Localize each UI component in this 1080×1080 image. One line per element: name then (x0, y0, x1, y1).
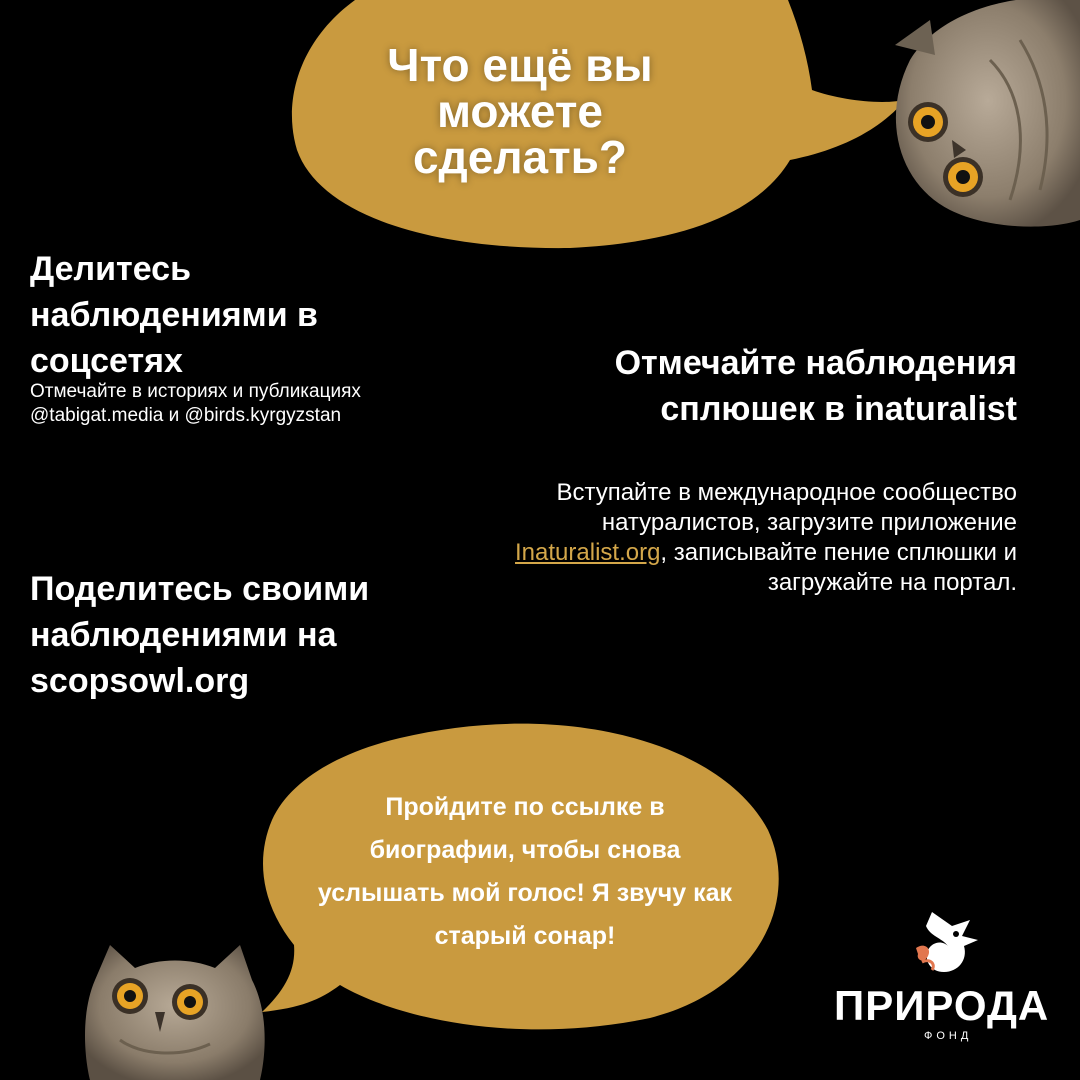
inaturalist-desc-part: , записывайте пение сплюшки и загружайте на портал. (660, 539, 1017, 596)
inaturalist-heading: Отмечайте наблюдения сплюшек в inaturalist (614, 344, 1017, 428)
logo-wordmark: ПРИРОДА (834, 982, 1050, 1029)
inaturalist-description (497, 478, 1017, 598)
owl-eye (908, 102, 948, 142)
bird-logo-icon (912, 902, 988, 978)
logo-subtitle: ФОНД (924, 1030, 973, 1042)
inaturalist-link[interactable]: Inaturalist.org (515, 539, 661, 566)
share-social-heading: Делитесь наблюдениями в соцсетях (30, 250, 318, 380)
inaturalist-desc-part: Вступайте в международное сообщество натуралистов, загрузите приложение (556, 479, 1017, 536)
share-social-description (30, 380, 510, 428)
share-social-desc-line: @tabigat.media и @birds.kyrgyzstan (30, 405, 342, 426)
scopsowl-heading: Поделитесь своими наблюдениями на scopsowl.org (30, 570, 370, 700)
bottom-bubble-text: Пройдите по ссылке в биографии, чтобы снова услышать мой голос! Я звучу как старый сонар! (317, 793, 733, 950)
owl-eye (112, 978, 148, 1014)
share-social-desc-line: Отмечайте в историях и публикациях (30, 381, 361, 402)
owl-eye (943, 157, 983, 197)
bottom-owl-image (80, 940, 270, 1080)
owl-eye (172, 984, 208, 1020)
top-bubble-title: Что ещё вы можете сделать? (387, 39, 653, 183)
top-owl-image (870, 0, 1080, 240)
